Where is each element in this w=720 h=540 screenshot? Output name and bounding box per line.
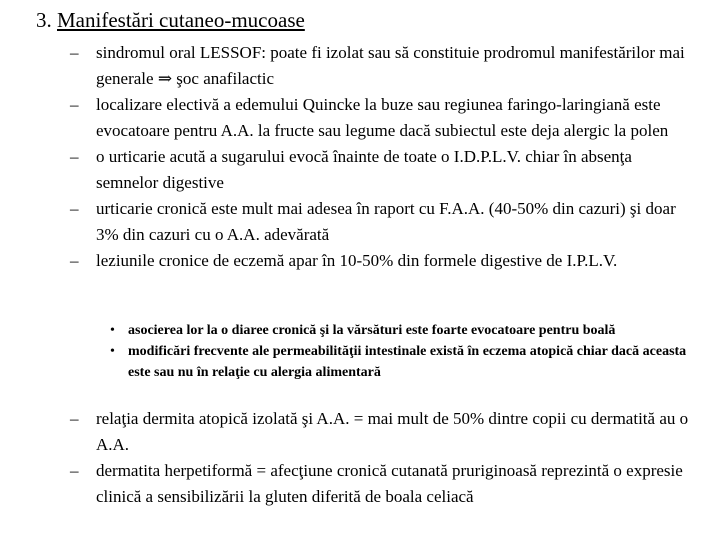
sub-list-item (0, 320, 698, 341)
sub-list-item-text: asocierea lor la o diaree cronică şi la vărsături este foarte evocatoare pentru boală (128, 323, 616, 338)
section-number: 3. (36, 8, 52, 32)
section-heading (36, 6, 305, 34)
list-item-text: localizare electivă a edemului Quincke la buze sau regiunea faringo-laringiană este evocatoare pentru A.A. la fructe sau legume dacă subiectul este deja alergic la polen (96, 95, 669, 140)
main-list-continued (0, 406, 720, 510)
dash-marker: – (70, 95, 79, 114)
list-item-text: sindromul oral LESSOF: poate fi izolat sau să constituie prodromul manifestărilor mai generale ⇒ şoc anafilactic (96, 43, 685, 88)
dash-marker: – (70, 147, 79, 166)
bullet-marker: • (110, 323, 115, 338)
list-item-text: o urticarie acută a sugarului evocă înainte de toate o I.D.P.L.V. chiar în absenţa semnelor digestive (96, 147, 632, 192)
main-list (0, 40, 720, 274)
dash-marker: – (70, 409, 79, 428)
section-title: Manifestări cutaneo-mucoase (57, 8, 305, 32)
list-item (0, 144, 696, 196)
dash-marker: – (70, 199, 79, 218)
dash-marker: – (70, 461, 79, 480)
list-item (0, 458, 696, 510)
sub-list (0, 320, 720, 383)
list-item-text: urticarie cronică este mult mai adesea în raport cu F.A.A. (40-50% din cazuri) şi doar 3% din cazuri cu o A.A. adevărată (96, 199, 676, 244)
list-item (0, 248, 696, 274)
bullet-marker: • (110, 344, 115, 359)
list-item (0, 406, 696, 458)
sub-list-item (0, 341, 698, 383)
list-item-text: relaţia dermita atopică izolată şi A.A. = mai mult de 50% dintre copii cu dermatită au o A.A. (96, 409, 689, 454)
list-item (0, 196, 696, 248)
list-item-text: dermatita herpetiformă = afecţiune cronică cutanată pruriginoasă reprezintă o expresie clinică a sensibilizării la gluten diferită de boala celiacă (96, 461, 683, 506)
list-item (0, 92, 696, 144)
list-item (0, 40, 696, 92)
dash-marker: – (70, 251, 79, 270)
list-item-text: leziunile cronice de eczemă apar în 10-50% din formele digestive de I.P.L.V. (96, 251, 618, 270)
sub-list-item-text: modificări frecvente ale permeabilităţii intestinale există în eczema atopică chiar dacă aceasta este sau nu în relaţie cu alergia alimentară (128, 344, 687, 380)
dash-marker: – (70, 43, 79, 62)
